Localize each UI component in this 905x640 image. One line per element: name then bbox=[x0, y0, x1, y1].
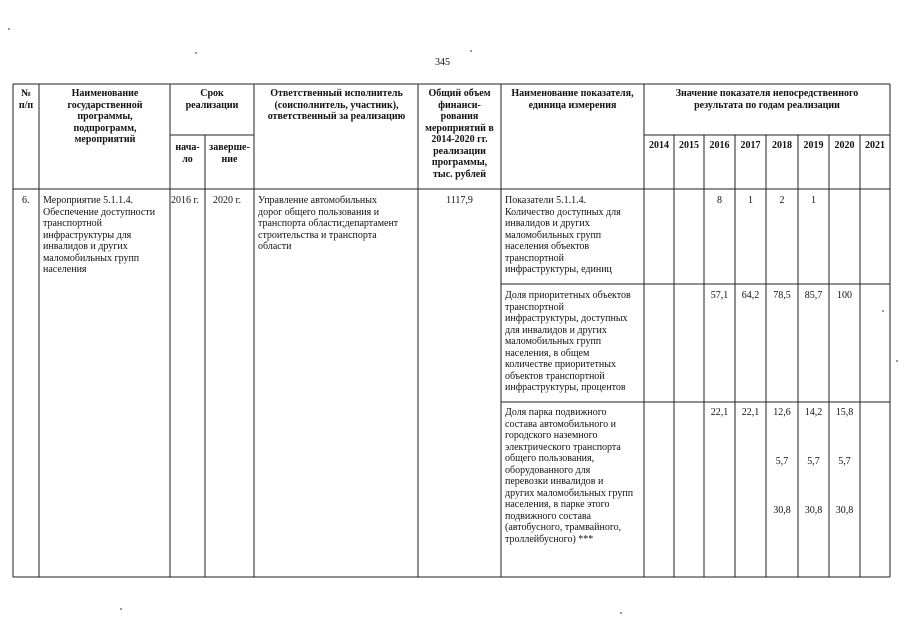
indicator-extra-value: 30,8 bbox=[835, 505, 854, 516]
row-num: 6. bbox=[22, 195, 30, 206]
row-end: 2020 г. bbox=[213, 195, 241, 206]
header-indicator: Наименование показателя, единица измерения bbox=[511, 88, 634, 111]
indicator-value: 22,1 bbox=[710, 407, 729, 418]
year-header: 2020 bbox=[834, 140, 855, 151]
year-header: 2019 bbox=[803, 140, 824, 151]
indicator-value: 1 bbox=[748, 195, 753, 206]
header-term-end: заверше- ние bbox=[209, 142, 250, 165]
indicator-value: 8 bbox=[717, 195, 722, 206]
header-term-start: нача- ло bbox=[175, 142, 200, 165]
indicator-value: 57,1 bbox=[710, 290, 729, 301]
row-start: 2016 г. bbox=[171, 195, 199, 206]
row-name: Мероприятие 5.1.1.4. Обеспечение доступности транспортной инфраструктуры для инвалидов и других маломобильных групп населения bbox=[43, 195, 156, 275]
indicator-extra-value: 5,7 bbox=[775, 456, 789, 467]
header-volume: Общий объем финанси- рования мероприятий в 2014-2020 гг. реализации программы, тыс. рублей bbox=[425, 88, 494, 180]
indicator-value: 64,2 bbox=[741, 290, 760, 301]
header-num: № п/п bbox=[18, 88, 34, 111]
scan-speck bbox=[620, 612, 622, 614]
header-values: Значение показателя непосредственного результата по годам реализации bbox=[675, 88, 859, 111]
year-header: 2015 bbox=[679, 140, 699, 151]
scan-speck bbox=[896, 360, 898, 362]
indicator-value: 78,5 bbox=[773, 290, 791, 301]
scan-speck bbox=[882, 310, 884, 312]
indicator-extra-value: 30,8 bbox=[773, 505, 791, 516]
indicator-value: 14,2 bbox=[804, 407, 823, 418]
year-header: 2018 bbox=[772, 140, 792, 151]
scan-speck bbox=[8, 28, 10, 30]
scan-speck bbox=[195, 52, 197, 54]
header-name: Наименование государственной программы, подпрограмм, мероприятий bbox=[67, 88, 143, 145]
indicator-value: 2 bbox=[779, 195, 785, 206]
indicator-extra-value: 30,8 bbox=[804, 505, 823, 516]
indicator-name: Показатели 5.1.1.4. Количество доступных для инвалидов и других маломобильных групп населения объектов транспортной инфраструктуры, единиц bbox=[505, 195, 621, 275]
year-header: 2016 bbox=[709, 140, 730, 151]
row-executor: Управление автомобильных дорог общего пользования и транспорта области;департамент строительства и транспорта области bbox=[258, 195, 399, 252]
year-header: 2017 bbox=[740, 140, 761, 151]
indicator-name: Доля приоритетных объектов транспортной инфраструктуры, доступных для инвалидов и других маломобильных групп населения, в общем количестве приоритетных объектов транспортной инфраструктуры, процентов bbox=[505, 290, 631, 393]
indicator-value: 22,1 bbox=[741, 407, 760, 418]
row-volume: 1117,9 bbox=[446, 195, 473, 206]
year-header: 2014 bbox=[649, 140, 669, 151]
header-term: Срок реализации bbox=[185, 88, 239, 111]
indicator-value: 15,8 bbox=[835, 407, 854, 418]
indicator-extra-value: 5,7 bbox=[838, 456, 851, 467]
indicator-value: 100 bbox=[837, 290, 852, 301]
indicator-extra-value: 5,7 bbox=[807, 456, 820, 467]
page-number: 345 bbox=[435, 57, 450, 68]
scan-speck bbox=[470, 50, 472, 52]
indicator-value: 12,6 bbox=[773, 407, 791, 418]
indicator-value: 1 bbox=[811, 195, 816, 206]
indicator-name: Доля парка подвижного состава автомобильного и городского наземного электрического транспорта общего пользования, оборудованного для перевозки инвалидов и других маломобильных групп населения, в парке этого подвижного состава (автобусного, трамвайного, троллейбусного) *** bbox=[505, 407, 634, 545]
year-header: 2021 bbox=[865, 140, 885, 151]
indicator-value: 85,7 bbox=[804, 290, 823, 301]
scan-speck bbox=[120, 608, 122, 610]
header-executor: Ответственный исполнитель (соисполнитель, участник), ответственный за реализацию bbox=[267, 88, 406, 122]
